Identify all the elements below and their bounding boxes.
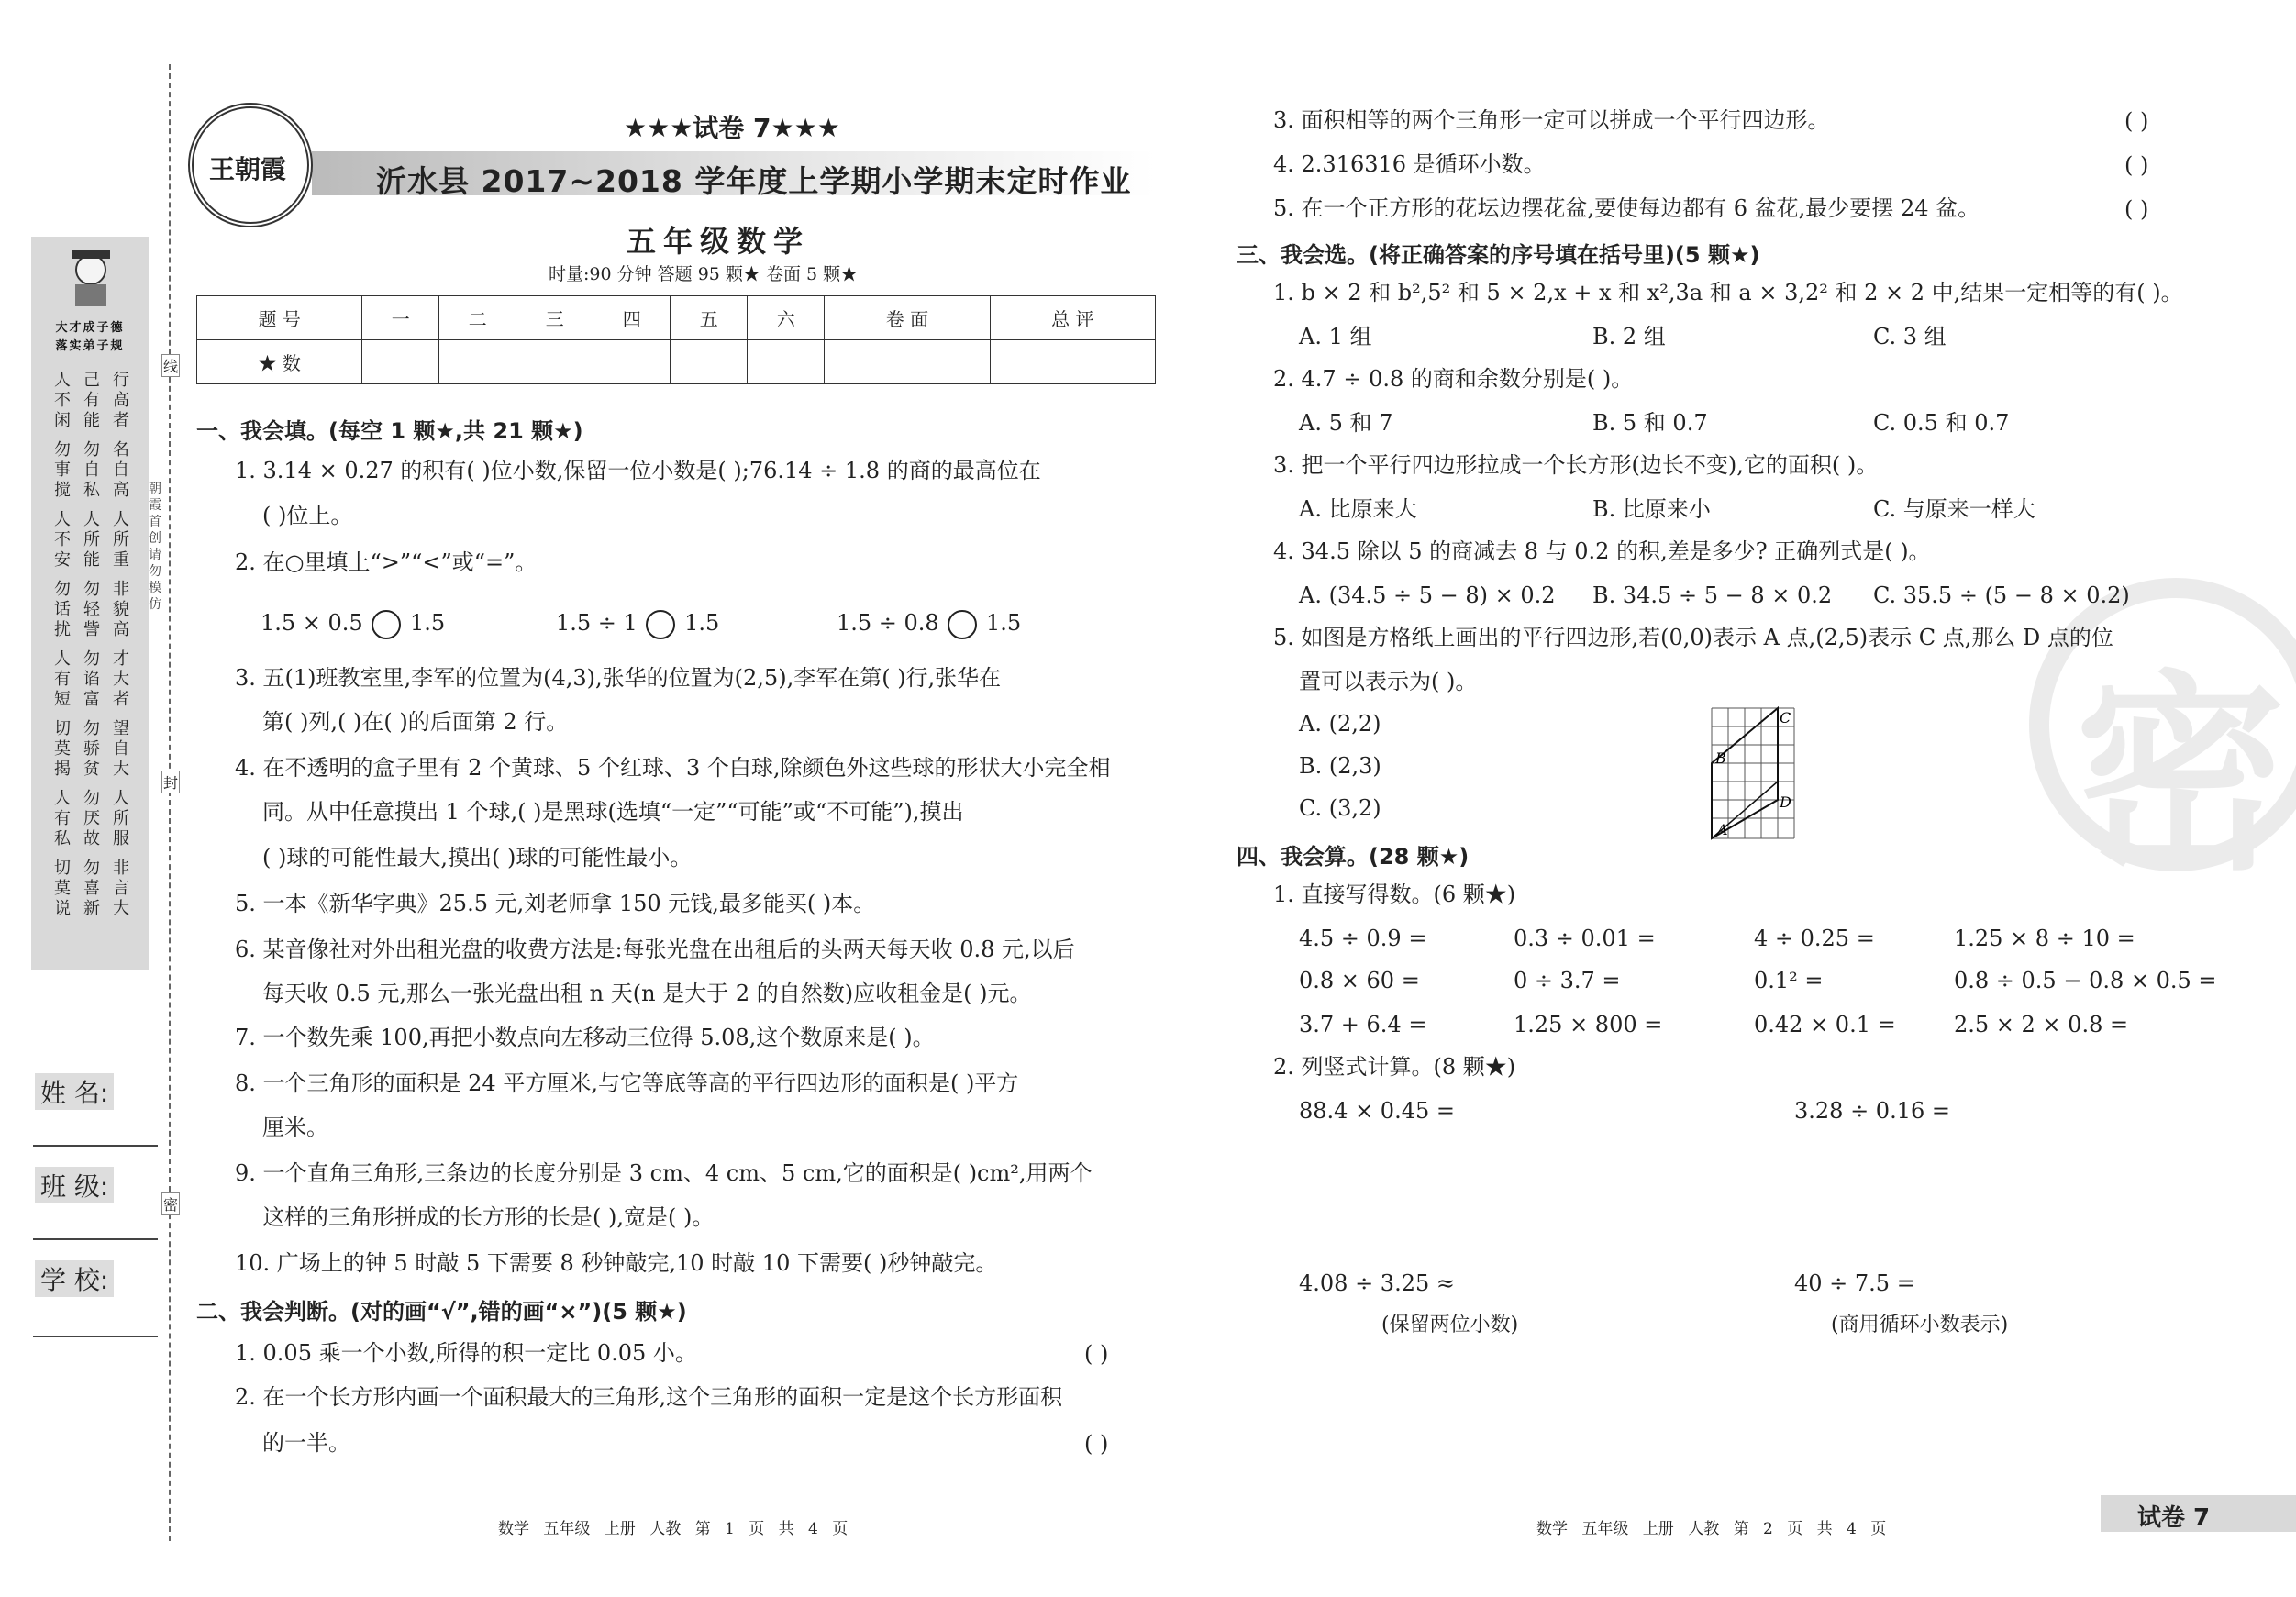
- calc-item: 4 ÷ 0.25 =: [1754, 926, 1875, 951]
- rule-char: 勿: [54, 440, 71, 460]
- vertical-calc-2: 3.28 ÷ 0.16 =: [1794, 1098, 1950, 1124]
- score-input-cell[interactable]: [825, 340, 990, 384]
- question-4-line-3: ( )球的可能性最大,摸出( )球的可能性最小。: [262, 845, 693, 871]
- calc-item: 0.8 × 60 =: [1299, 968, 1420, 993]
- score-input-cell[interactable]: [990, 340, 1155, 384]
- rule-char: 喜: [83, 879, 100, 898]
- choice-5-line-2: 置可以表示为( )。: [1299, 669, 1478, 694]
- vertical-calc-3: 4.08 ÷ 3.25 ≈: [1299, 1270, 1455, 1296]
- judge-2-line-2: 的一半。: [262, 1430, 350, 1456]
- rule-char: 富: [83, 690, 100, 709]
- class-field[interactable]: [33, 1238, 158, 1240]
- question-5: 5. 一本《新华字典》25.5 元,刘老师拿 150 元钱,最多能买( )本。: [235, 891, 876, 916]
- point-d-label: D: [1780, 793, 1791, 811]
- rule-char: 能: [83, 411, 100, 430]
- choice-2: 2. 4.7 ÷ 0.8 的商和余数分别是( )。: [1273, 366, 1634, 392]
- choice-4-option-c[interactable]: C. 35.5 ÷ (5 − 8 × 0.2): [1873, 582, 2130, 608]
- rule-char: 服: [113, 829, 129, 848]
- rule-char: 切: [54, 719, 71, 738]
- rule-char: 才: [113, 649, 129, 669]
- rule-char: 所: [113, 530, 129, 549]
- answer-paren[interactable]: ( ): [1084, 1431, 1109, 1457]
- rule-char: 轻: [83, 600, 100, 619]
- rule-char: 者: [113, 411, 129, 430]
- score-header-cell: 六: [748, 296, 825, 340]
- score-table: [196, 295, 1156, 384]
- compare-circle[interactable]: [646, 610, 675, 639]
- section-3-heading: 三、我会选。(将正确答案的序号填在括号里)(5 颗★): [1237, 242, 1760, 268]
- rule-char: 人: [54, 510, 71, 529]
- calc-item: 1.25 × 800 =: [1514, 1012, 1663, 1037]
- choice-5-option-c[interactable]: C. (3,2): [1299, 795, 1381, 821]
- calc-1-heading: 1. 直接写得数。(6 颗★): [1273, 882, 1516, 907]
- question-3-line-1: 3. 五(1)班教室里,李军的位置为(4,3),张华的位置为(2,5),李军在第( )行,张华在: [235, 665, 1002, 691]
- rule-char: 不: [54, 391, 71, 410]
- rule-char: 言: [113, 879, 129, 898]
- score-header-cell: 二: [439, 296, 516, 340]
- scholar-figure-icon: [59, 246, 123, 310]
- rule-char: 所: [113, 809, 129, 828]
- rule-char: 大: [113, 899, 129, 918]
- rule-char: 高: [113, 391, 129, 410]
- logo-text: 王朝霞: [209, 154, 287, 184]
- question-4-line-2: 同。从中任意摸出 1 个球,( )是黑球(选填“一定”“可能”或“不可能”),摸出: [262, 799, 964, 825]
- rule-char: 莫: [54, 879, 71, 898]
- score-stars-row: [197, 340, 1156, 384]
- calc-item: 0.8 ÷ 0.5 − 0.8 × 0.5 =: [1954, 968, 2217, 993]
- score-input-cell[interactable]: [362, 340, 439, 384]
- choice-3-option-a[interactable]: A. 比原来大: [1299, 496, 1417, 522]
- rule-char: 所: [83, 530, 100, 549]
- compare-expr: 1.5 × 0.5: [261, 610, 363, 636]
- exam-title: 沂水县 2017~2018 学年度上学期小学期末定时作业: [376, 163, 1132, 199]
- rule-char: 自: [83, 460, 100, 480]
- calc-item: 1.25 × 8 ÷ 10 =: [1954, 926, 2135, 951]
- rule-char: 勿: [83, 789, 100, 808]
- name-field[interactable]: [33, 1145, 158, 1147]
- rule-char: 话: [54, 600, 71, 619]
- rule-char: 有: [83, 391, 100, 410]
- rule-char: 故: [83, 829, 100, 848]
- question-8-line-2: 厘米。: [262, 1115, 328, 1140]
- rule-char: 己: [83, 371, 100, 390]
- calc-item: 3.7 + 6.4 =: [1299, 1012, 1427, 1037]
- choice-3: 3. 把一个平行四边形拉成一个长方形(边长不变),它的面积( )。: [1273, 452, 1879, 478]
- rule-char: 揭: [54, 760, 71, 779]
- rule-char: 短: [54, 690, 71, 709]
- rule-char: 勿: [83, 719, 100, 738]
- rule-char: 私: [83, 481, 100, 500]
- question-4-line-1: 4. 在不透明的盒子里有 2 个黄球、5 个红球、3 个白球,除颜色外这些球的形状大小完全相: [235, 755, 1111, 781]
- seal-seal-char: 封: [161, 771, 180, 793]
- score-input-cell[interactable]: [516, 340, 593, 384]
- rule-char: 事: [54, 460, 71, 480]
- rule-char: 貌: [113, 600, 129, 619]
- rule-char: 自: [113, 739, 129, 759]
- judge-5: 5. 在一个正方形的花坛边摆花盆,要使每边都有 6 盆花,最少要摆 24 盆。: [1273, 195, 1980, 221]
- binding-line: [169, 64, 171, 1541]
- name-label: 姓 名:: [35, 1073, 114, 1110]
- question-3-line-2: 第( )列,( )在( )的后面第 2 行。: [262, 709, 569, 735]
- score-header-cell: 四: [593, 296, 671, 340]
- calc-item: 2.5 × 2 × 0.8 =: [1954, 1012, 2129, 1037]
- rule-char: 勿: [83, 440, 100, 460]
- vertical-calc-1: 88.4 × 0.45 =: [1299, 1098, 1455, 1124]
- compare-circle[interactable]: [948, 610, 977, 639]
- choice-2-option-c[interactable]: C. 0.5 和 0.7: [1873, 410, 2010, 436]
- score-input-cell[interactable]: [593, 340, 671, 384]
- timing-info: 时量:90 分钟 答题 95 颗★ 卷面 5 颗★: [549, 264, 859, 284]
- motto-line-1: 大才成子德: [55, 321, 125, 335]
- choice-5-option-b[interactable]: B. (2,3): [1299, 753, 1381, 779]
- vertical-calc-4-note: (商用循环小数表示): [1831, 1314, 2009, 1336]
- rule-char: 人: [54, 371, 71, 390]
- rule-char: 人: [54, 789, 71, 808]
- compare-value: 1.5: [409, 610, 446, 636]
- answer-paren[interactable]: ( ): [2124, 196, 2149, 222]
- rule-char: 贫: [83, 760, 100, 779]
- compare-value: 1.5: [985, 610, 1022, 636]
- rule-char: 名: [113, 440, 129, 460]
- question-10: 10. 广场上的钟 5 时敲 5 下需要 8 秒钟敲完,10 时敲 10 下需要( )秒钟敲完。: [235, 1250, 998, 1276]
- page-1-footer: 数学 五年级 上册 人教 第 1 页 共 4 页: [498, 1520, 849, 1538]
- answer-paren[interactable]: ( ): [2124, 108, 2149, 134]
- choice-1-option-a[interactable]: A. 1 组: [1299, 324, 1372, 349]
- rule-char: 扰: [54, 620, 71, 639]
- vertical-note: 朝霞首创 请勿模仿: [149, 482, 161, 612]
- choice-5-option-a[interactable]: A. (2,2): [1299, 711, 1381, 737]
- question-6-line-1: 6. 某音像社对外出租光盘的收费方法是:每张光盘在出租后的头两天每天收 0.8 元,以后: [235, 937, 1075, 962]
- choice-2-option-a[interactable]: A. 5 和 7: [1299, 410, 1393, 436]
- section-1-heading: 一、我会填。(每空 1 颗★,共 21 颗★): [196, 418, 583, 444]
- rule-char: 新: [83, 899, 100, 918]
- judge-2-line-1: 2. 在一个长方形内画一个面积最大的三角形,这个三角形的面积一定是这个长方形面积: [235, 1384, 1063, 1410]
- rule-char: 勿: [83, 580, 100, 599]
- rule-char: 高: [113, 620, 129, 639]
- score-input-cell[interactable]: [439, 340, 516, 384]
- calc-item: 0 ÷ 3.7 =: [1514, 968, 1621, 993]
- secret-watermark-char: 密: [2075, 654, 2287, 899]
- point-a-label: A: [1717, 821, 1728, 838]
- rule-char: 望: [113, 719, 129, 738]
- vertical-calc-3-note: (保留两位小数): [1381, 1314, 1519, 1336]
- choice-1-option-b[interactable]: B. 2 组: [1592, 324, 1666, 349]
- calc-item: 0.42 × 0.1 =: [1754, 1012, 1896, 1037]
- vertical-calc-4: 40 ÷ 7.5 =: [1794, 1270, 1915, 1296]
- score-header-cell: 五: [671, 296, 748, 340]
- parallelogram-grid-figure: [1710, 706, 1798, 840]
- rule-char: 人: [113, 789, 129, 808]
- answer-paren[interactable]: ( ): [2124, 152, 2149, 178]
- question-1-line-1: 1. 3.14 × 0.27 的积有( )位小数,保留一位小数是( );76.14 ÷ 1.8 的商的最高位在: [235, 458, 1041, 483]
- score-header-cell: 总 评: [990, 296, 1155, 340]
- rule-char: 谄: [83, 670, 100, 689]
- compare-item-2: [556, 607, 719, 639]
- rule-char: 勿: [83, 649, 100, 669]
- question-2: 2. 在○里填上“>”“<”或“=”。: [235, 549, 538, 575]
- answer-paren[interactable]: ( ): [1084, 1341, 1109, 1367]
- choice-3-option-b[interactable]: B. 比原来小: [1592, 496, 1711, 522]
- rule-char: 大: [113, 760, 129, 779]
- compare-item-3: [837, 607, 1021, 639]
- class-label: 班 级:: [35, 1167, 114, 1203]
- rule-char: 莫: [54, 739, 71, 759]
- compare-item-1: [261, 607, 445, 639]
- question-8-line-1: 8. 一个三角形的面积是 24 平方厘米,与它等底等高的平行四边形的面积是( )平方: [235, 1070, 1019, 1096]
- rule-char: 搅: [54, 481, 71, 500]
- rule-char: 厌: [83, 809, 100, 828]
- question-1-line-2: ( )位上。: [262, 503, 353, 528]
- score-input-cell[interactable]: [671, 340, 748, 384]
- calc-2-heading: 2. 列竖式计算。(8 颗★): [1273, 1054, 1516, 1080]
- rule-char: 切: [54, 859, 71, 878]
- question-9-line-1: 9. 一个直角三角形,三条边的长度分别是 3 cm、4 cm、5 cm,它的面积是( )cm²,用两个: [235, 1160, 1093, 1186]
- rule-char: 人: [83, 510, 100, 529]
- choice-4: 4. 34.5 除以 5 的商减去 8 与 0.2 的积,差是多少? 正确列式是( )。: [1273, 538, 1931, 564]
- score-header-cell: 三: [516, 296, 593, 340]
- section-2-heading: 二、我会判断。(对的画“√”,错的画“×”)(5 颗★): [196, 1299, 687, 1325]
- judge-1: 1. 0.05 乘一个小数,所得的积一定比 0.05 小。: [235, 1340, 697, 1366]
- compare-expr: 1.5 ÷ 0.8: [837, 610, 939, 636]
- compare-value: 1.5: [684, 610, 720, 636]
- rule-char: 者: [113, 690, 129, 709]
- rule-char: 私: [54, 829, 71, 848]
- rule-char: 自: [113, 460, 129, 480]
- school-label: 学 校:: [35, 1260, 114, 1297]
- compare-expr: 1.5 ÷ 1: [556, 610, 638, 636]
- rule-char: 非: [113, 859, 129, 878]
- subject-title: 五年级数学: [627, 224, 811, 259]
- rule-char: 人: [113, 510, 129, 529]
- rule-char: 大: [113, 670, 129, 689]
- rule-char: 勿: [54, 580, 71, 599]
- seal-line-char: 线: [161, 354, 180, 377]
- rule-char: 说: [54, 899, 71, 918]
- score-header-cell: 题 号: [197, 296, 362, 340]
- rule-char: 行: [113, 371, 129, 390]
- rule-char: 有: [54, 670, 71, 689]
- calc-item: 4.5 ÷ 0.9 =: [1299, 926, 1427, 951]
- rule-char: 骄: [83, 739, 100, 759]
- question-9-line-2: 这样的三角形拼成的长方形的长是( ),宽是( )。: [262, 1204, 715, 1230]
- question-6-line-2: 每天收 0.5 元,那么一张光盘出租 n 天(n 是大于 2 的自然数)应收租金是( )元。: [262, 981, 1032, 1006]
- choice-5-line-1: 5. 如图是方格纸上画出的平行四边形,若(0,0)表示 A 点,(2,5)表示 C 点,那么 D 点的位: [1273, 625, 2113, 650]
- compare-circle[interactable]: [372, 610, 401, 639]
- score-header-cell: 卷 面: [825, 296, 990, 340]
- choice-4-option-b[interactable]: B. 34.5 ÷ 5 − 8 × 0.2: [1592, 582, 1833, 608]
- choice-2-option-b[interactable]: B. 5 和 0.7: [1592, 410, 1708, 436]
- point-c-label: C: [1780, 709, 1791, 726]
- choice-3-option-c[interactable]: C. 与原来一样大: [1873, 496, 2035, 522]
- calc-item: 0.3 ÷ 0.01 =: [1514, 926, 1656, 951]
- choice-1: 1. b × 2 和 b²,5² 和 5 × 2,x + x 和 x²,3a 和 a × 3,2² 和 2 × 2 中,结果一定相等的有( )。: [1273, 280, 2183, 305]
- judge-3: 3. 面积相等的两个三角形一定可以拼成一个平行四边形。: [1273, 107, 1830, 133]
- question-7: 7. 一个数先乘 100,再把小数点向左移动三位得 5.08,这个数原来是( )。: [235, 1025, 935, 1050]
- rule-char: 人: [54, 649, 71, 669]
- rule-char: 勿: [83, 859, 100, 878]
- score-header-cell: 一: [362, 296, 439, 340]
- rule-char: 有: [54, 809, 71, 828]
- seal-secret-char: 密: [161, 1192, 180, 1215]
- point-b-label: B: [1715, 749, 1726, 767]
- page-2-footer: 数学 五年级 上册 人教 第 2 页 共 4 页: [1536, 1520, 1887, 1538]
- rule-char: 不: [54, 530, 71, 549]
- calc-item: 0.1² =: [1754, 968, 1824, 993]
- rule-char: 高: [113, 481, 129, 500]
- rule-char: 能: [83, 550, 100, 570]
- footer-badge-label: 试卷 7: [2137, 1504, 2211, 1532]
- choice-4-option-a[interactable]: A. (34.5 ÷ 5 − 8) × 0.2: [1299, 582, 1556, 608]
- rule-char: 闲: [54, 411, 71, 430]
- choice-1-option-c[interactable]: C. 3 组: [1873, 324, 1947, 349]
- school-field[interactable]: [33, 1336, 158, 1337]
- score-input-cell[interactable]: [748, 340, 825, 384]
- motto-line-2: 落实弟子规: [55, 339, 125, 353]
- rule-char: 安: [54, 550, 71, 570]
- rule-char: 非: [113, 580, 129, 599]
- score-row-label: ★ 数: [197, 340, 362, 384]
- section-4-heading: 四、我会算。(28 颗★): [1237, 844, 1470, 870]
- rule-char: 訾: [83, 620, 100, 639]
- exam-number: ★★★试卷 7★★★: [624, 113, 840, 143]
- rule-char: 重: [113, 550, 129, 570]
- judge-4: 4. 2.316316 是循环小数。: [1273, 151, 1546, 177]
- score-header-row: [197, 296, 1156, 340]
